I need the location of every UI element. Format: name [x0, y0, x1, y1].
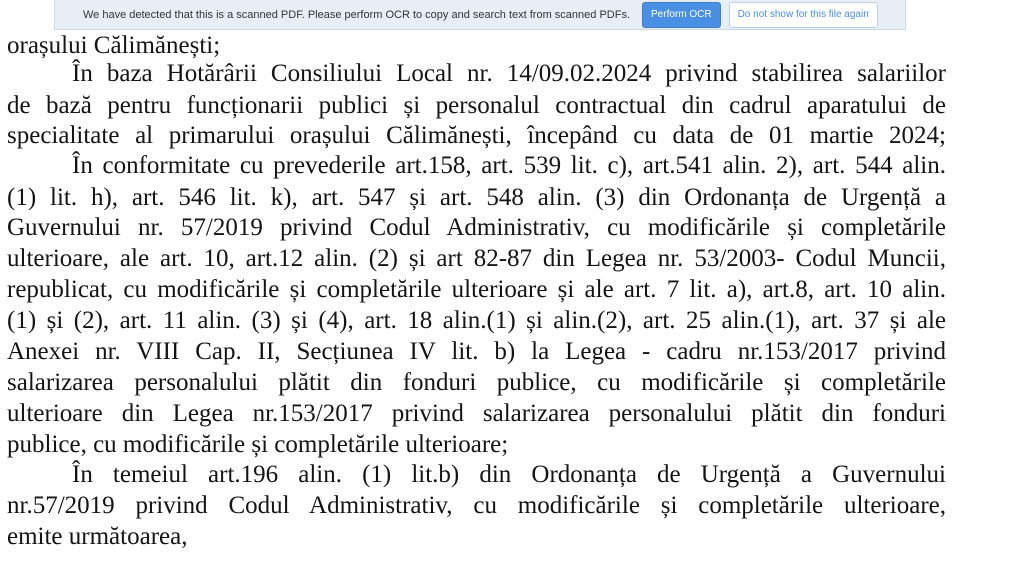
text-line: de bază pentru funcționarii publici și personalul contractual din cadrul aparatului de [7, 92, 946, 119]
text-line: (1) și (2), art. 11 alin. (3) și (4), art. 18 alin.(1) și alin.(2), art. 25 alin.(1), art. 37 și ale [7, 307, 946, 334]
text-line: republicat, cu modificările și completările ulterioare și ale art. 7 lit. a), art.8, art. 10 alin. [7, 276, 946, 303]
text-line: orașului Călimănești; [7, 32, 221, 59]
ocr-message: We have detected that this is a scanned PDF. Please perform OCR to copy and search text from scanned PDFs. [83, 8, 631, 21]
do-not-show-again-button[interactable]: Do not show for this file again [729, 2, 878, 28]
text-line: salarizarea personalului plătit din fonduri publice, cu modificările și completările [7, 369, 946, 396]
text-line: ulterioare din Legea nr.153/2017 privind salarizarea personalului plătit din fonduri [7, 400, 946, 427]
text-line: Guvernului nr. 57/2019 privind Codul Administrativ, cu modificările și completările [7, 214, 946, 241]
text-line: ulterioare, ale art. 10, art.12 alin. (2) și art 82-87 din Legea nr. 53/2003- Codul Muncii, [7, 245, 946, 272]
text-line: Anexei nr. VIII Cap. II, Secțiunea IV lit. b) la Legea - cadru nr.153/2017 privind [7, 338, 946, 365]
text-line: emite următoarea, [7, 523, 188, 550]
text-line: În baza Hotărârii Consiliului Local nr. 14/09.02.2024 privind stabilirea salariilor [72, 60, 946, 87]
text-line: specialitate al primarului orașului Călimănești, începând cu data de 01 martie 2024; [7, 122, 946, 149]
text-line: În temeiul art.196 alin. (1) lit.b) din Ordonanța de Urgență a Guvernului [72, 461, 946, 488]
text-line: publice, cu modificările și completările ulterioare; [7, 431, 509, 458]
text-line: nr.57/2019 privind Codul Administrativ, cu modificările și completările ulterioare, [7, 492, 946, 519]
perform-ocr-button[interactable]: Perform OCR [642, 2, 721, 28]
text-line: În conformitate cu prevederile art.158, art. 539 lit. c), art.541 alin. 2), art. 544 alin. [72, 152, 946, 179]
ocr-notification-bar [54, 0, 906, 30]
text-line: (1) lit. h), art. 546 lit. k), art. 547 și art. 548 alin. (3) din Ordonanța de Urgență a [7, 184, 946, 211]
